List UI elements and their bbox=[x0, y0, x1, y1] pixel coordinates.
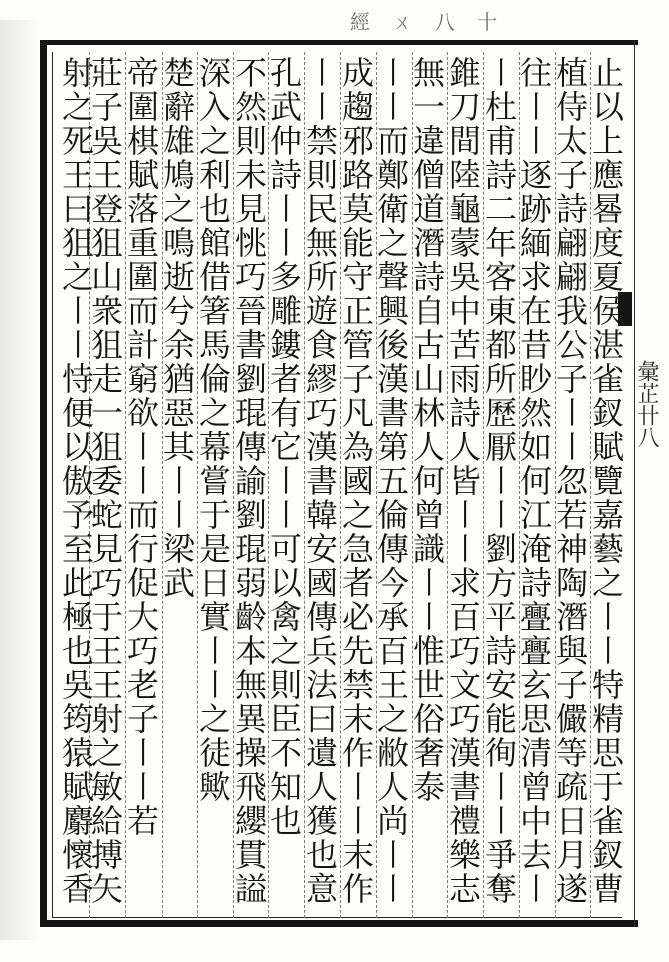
text-column: 成趨邪路莫能守正管子凡為國之急者必先禁末作〡〡末作 bbox=[337, 56, 375, 906]
text-column: 往〡〡逐跡緬求在昔眇然如何江淹詩亹亹玄思清曾中去〡 bbox=[515, 56, 553, 906]
cropped-header-text: 經 ㄨ 八 十 bbox=[350, 10, 506, 34]
text-column: 不然則未見恌巧晉書劉琨傳諭劉琨弱齡本無異操飛纓貫謚 bbox=[230, 56, 268, 906]
text-column: 無一違僧道潛詩自古山林人何曾識〡〡惟世俗奢泰 bbox=[408, 56, 446, 804]
text-column: 止以上應晷度夏侯湛雀釵賦覽嘉藝之〡〡特精思于雀釵曹 bbox=[587, 56, 625, 906]
text-column: 孔武仲詩〡〡多雕鏤者有它〡〡可以禽之則臣不知也 bbox=[265, 56, 303, 838]
text-column: 植侍太子詩翩翩我公子〡〡忽若神陶潛與子儼等疏日月遂 bbox=[551, 56, 589, 906]
text-column: 帝圍棋賦落重圍而計窮欲〡〡而行促大巧老子〡〡若 bbox=[122, 56, 160, 838]
text-column: 深入之利也館借箸馬倫之幕嘗于是日實〡〡之徒歟 bbox=[194, 56, 232, 804]
text-column: 射之死王曰狙之〡〡恃便以傲予至此極也吳筠猿賦麝懷香 bbox=[57, 56, 95, 906]
text-column: 莊子吳王登狙山衆狙走一狙委蛇見巧于王王射之敏給搏矢 bbox=[86, 56, 124, 906]
text-column: 〡〡禁則民無所遊食繆巧漢書韓安國傳兵法曰遺人獲也意 bbox=[301, 56, 339, 906]
margin-note: 彙芷卄八 bbox=[634, 360, 659, 448]
text-column: 〡〡而鄭衛之聲興後漢書第五倫傳今承百王之敝人尚〡〡 bbox=[372, 56, 410, 906]
scan-shadow bbox=[0, 20, 40, 940]
text-column: 〡杜甫詩二年客東都所歷厭〡〡劉方平詩安能徇〡〡爭奪 bbox=[480, 56, 518, 906]
text-column: 錐刀間陸龜蒙吳中苦雨詩人皆〡〡求百巧文巧漢書禮樂志 bbox=[444, 56, 482, 906]
text-column: 楚辭雄鳩之鳴逝兮余猶惡其〡〡梁武 bbox=[158, 56, 196, 600]
